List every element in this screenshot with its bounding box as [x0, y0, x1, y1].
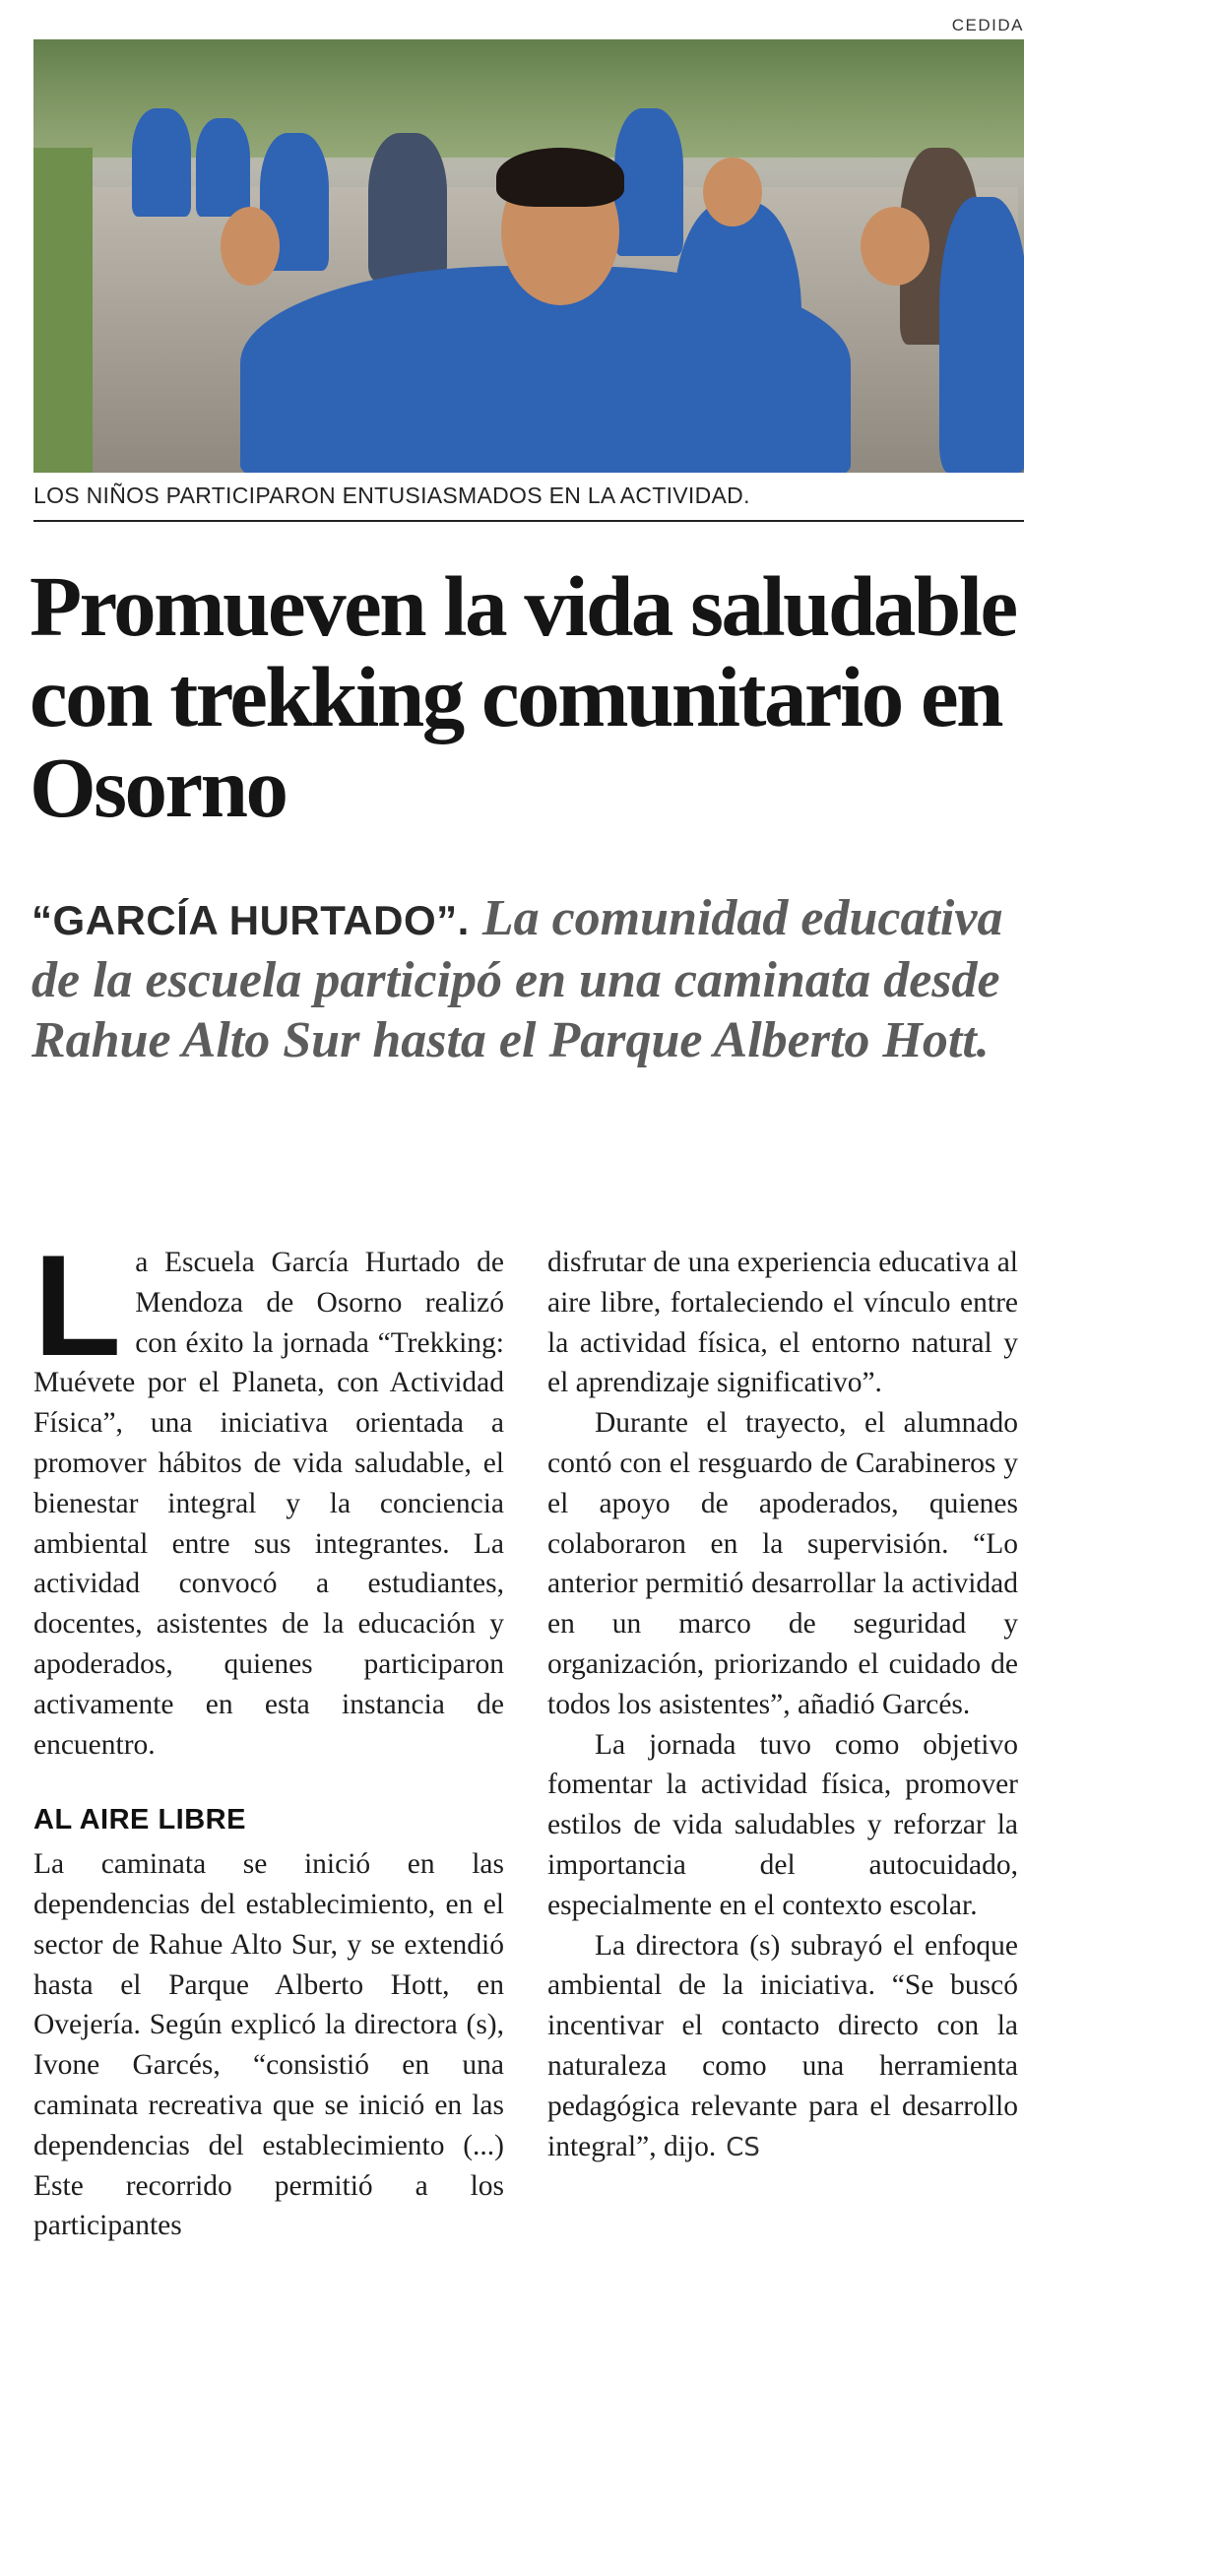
caption-divider — [33, 520, 1024, 522]
photo-caption: LOS NIÑOS PARTICIPARON ENTUSIASMADOS EN LA ACTIVIDAD. — [33, 483, 750, 508]
photo-hand-left — [221, 207, 280, 286]
body-paragraph — [547, 1926, 1018, 2168]
article-deck: La comunidad educativa de la escuela participó en una caminata desde Rahue Alto Sur hasta el Parque Alberto Hott. — [32, 890, 1003, 1068]
end-mark-icon: CS — [726, 2132, 760, 2162]
body-paragraph: Durante el trayecto, el alumnado contó con el resguardo de Carabineros y el apoyo de apoderados, quienes colaboraron en la supervisión. “Lo anterior permitió desarrollar la actividad en un marco de seguridad y organización, priorizando el cuidado de todos los asistentes”, añadió Garcés. — [547, 1407, 1018, 1720]
body-paragraph: La caminata se inició en las dependencias del establecimiento, en el sector de Rahue Alto Sur, y se extendió hasta el Parque Alberto Hott, en Ovejería. Según explicó la directora (s), Ivone Garcés, “consistió en una caminata recreativa que se inició en las dependencias del establecimiento (...) Este recorrido permitió a los participantes — [33, 1848, 504, 2242]
photo-grass — [33, 148, 93, 473]
photo-credit: CEDIDA — [951, 16, 1024, 34]
drop-cap: L — [33, 1225, 122, 1385]
article-subhead: AL AIRE LIBRE — [33, 1804, 246, 1836]
photo-student-head — [703, 158, 762, 226]
article-lead — [32, 888, 1016, 1070]
article-headline: Promueven la vida saludable con trekking comunitario en Osorno — [30, 558, 1016, 835]
photo-main-boy-hair — [496, 148, 624, 207]
photo-student — [132, 108, 191, 217]
body-paragraph-text: La directora (s) subrayó el enfoque ambiental de la iniciativa. “Se buscó incentivar el contacto directo con la naturaleza como una herramienta pedagógica relevante para el desarrollo integral”, dijo. — [547, 1929, 1018, 2162]
photo-student — [614, 108, 683, 256]
photo-student — [196, 118, 250, 217]
article-photo — [33, 39, 1024, 473]
photo-student — [368, 133, 447, 281]
article-kicker: “GARCÍA HURTADO”. — [32, 897, 470, 943]
body-paragraph: disfrutar de una experiencia educativa al aire libre, fortaleciendo el vínculo entre la actividad física, el entorno natural y el aprendizaje significativo”. — [547, 1247, 1018, 1399]
body-paragraph: La jornada tuvo como objetivo fomentar la actividad física, promover estilos de vida saludables y reforzar la importancia del autocuidado, especialmente en el contexto escolar. — [547, 1728, 1018, 1921]
article-column-1 — [33, 1225, 504, 2246]
photo-student — [939, 197, 1024, 473]
article-column-2 — [547, 1243, 1018, 2167]
photo-hand-right — [861, 207, 929, 286]
body-paragraph: a Escuela García Hurtado de Mendoza de Osorno realizó con éxito la jornada “Trekking: Muévete por el Planeta, con Actividad Física”, una iniciativa orientada a promover hábitos de vida saludable, el bienestar integral y la conciencia ambiental entre sus integrantes. La actividad convocó a estudiantes, docentes, asistentes de la educación y apoderados, quienes participaron activamente en esta instancia de encuentro. — [33, 1247, 504, 1761]
